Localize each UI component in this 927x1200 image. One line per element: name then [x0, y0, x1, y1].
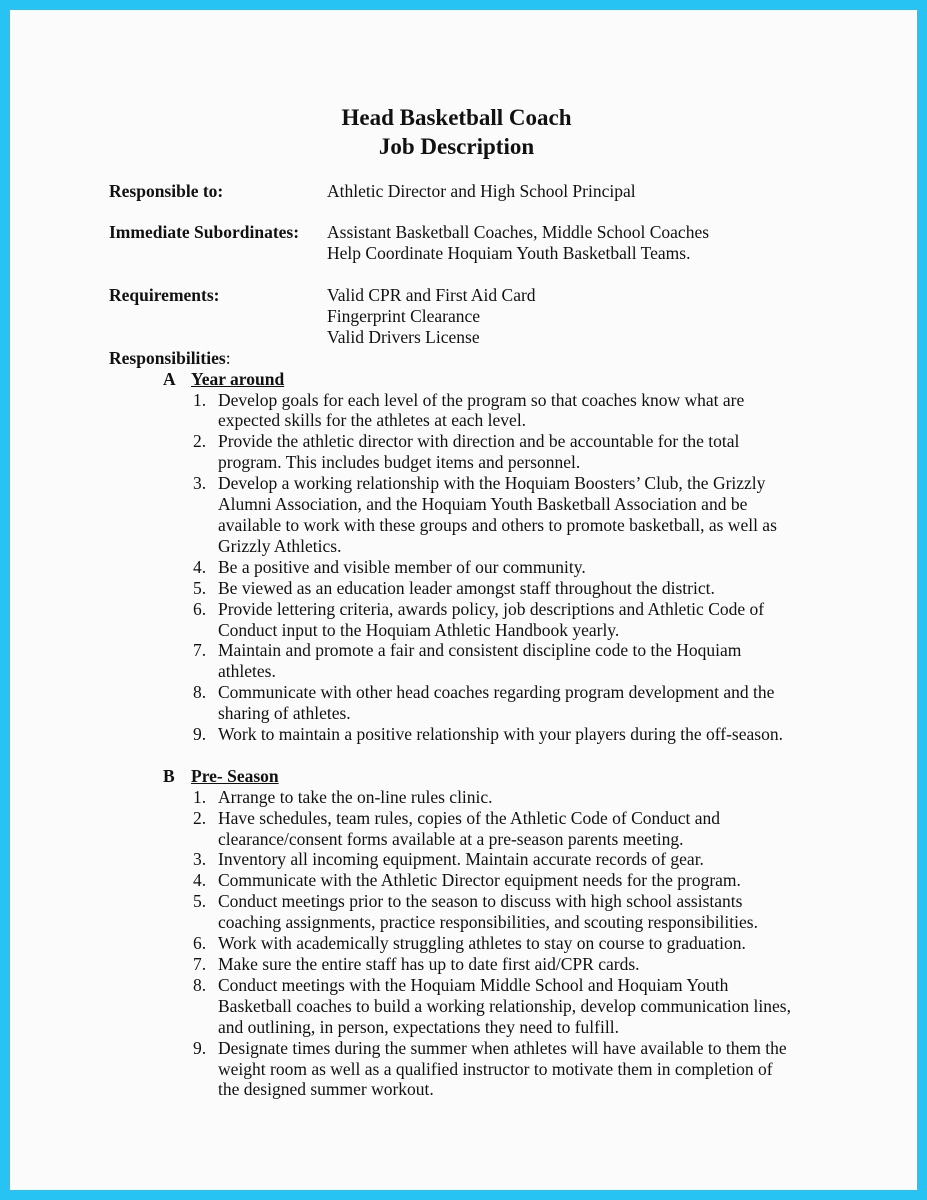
document-page: [10, 10, 917, 1190]
item-number: 3.: [193, 849, 207, 870]
item-text: [218, 891, 758, 933]
item-number: 2.: [193, 431, 207, 452]
item-text-line: Arrange to take the on-line rules clinic.: [218, 786, 493, 807]
item-text: [218, 975, 791, 1038]
title-line-2: Job Description: [378, 134, 535, 159]
header-values: [327, 285, 536, 348]
section-heading: [10, 766, 917, 787]
header-value: Athletic Director and High School Principal: [327, 180, 636, 201]
responsibility-sections: [10, 369, 917, 1101]
item-text: [218, 933, 746, 954]
document-title: [10, 103, 917, 161]
item-number-cell: [10, 682, 218, 724]
list-item: [10, 682, 917, 724]
item-number: 5.: [193, 891, 207, 912]
header-row: [10, 181, 917, 202]
header-label-cell: [10, 181, 327, 202]
item-number-cell: [10, 578, 218, 599]
list-item: [10, 1038, 917, 1101]
item-number: 2.: [193, 807, 207, 828]
item-text: [218, 640, 741, 682]
list-item: [10, 557, 917, 578]
item-text-line: coaching assignments, practice responsibilities, and scouting responsibilities.: [218, 912, 758, 933]
title-line-1: Head Basketball Coach: [341, 105, 572, 130]
item-number-cell: [10, 640, 218, 682]
item-text: [218, 578, 715, 599]
section-name: Pre- Season: [191, 765, 279, 786]
responsibilities-label: Responsibilities: [109, 347, 226, 368]
item-text-line: and outlining, in person, expectations they need to fulfill.: [218, 1016, 619, 1037]
responsibilities-heading: [10, 348, 917, 369]
item-number-cell: [10, 975, 218, 1038]
list-item: [10, 808, 917, 850]
header-label-cell: [10, 222, 327, 264]
item-text-line: Designate times during the summer when athletes will have available to them the: [218, 1037, 787, 1058]
list-item: [10, 849, 917, 870]
item-number: 5.: [193, 577, 207, 598]
list-item: [10, 390, 917, 432]
list-item: [10, 599, 917, 641]
item-text-line: Grizzly Athletics.: [218, 535, 342, 556]
item-text-line: Develop goals for each level of the program so that coaches know what are: [218, 389, 745, 410]
item-number: 1.: [193, 389, 207, 410]
header-value: Help Coordinate Hoquiam Youth Basketball Teams.: [327, 243, 691, 264]
item-number-cell: [10, 954, 218, 975]
item-text: [218, 870, 741, 891]
item-number-cell: [10, 431, 218, 473]
item-text-line: Conduct meetings prior to the season to discuss with high school assistants: [218, 891, 743, 912]
header-label: Immediate Subordinates:: [109, 222, 300, 243]
header-value: Valid Drivers License: [327, 326, 480, 347]
item-number: 3.: [193, 473, 207, 494]
item-text-line: Provide lettering criteria, awards policy, job descriptions and Athletic Code of: [218, 598, 765, 619]
item-text-line: program. This includes budget items and personnel.: [218, 452, 581, 473]
item-text-line: Basketball coaches to build a working relationship, develop communication lines,: [218, 995, 791, 1016]
list-item: [10, 975, 917, 1038]
item-text-line: Work to maintain a positive relationship with your players during the off-season.: [218, 724, 783, 745]
item-text-line: Develop a working relationship with the Hoquiam Boosters’ Club, the Grizzly: [218, 473, 766, 494]
item-text-line: Alumni Association, and the Hoquiam Youth Basketball Association and be: [218, 494, 748, 515]
item-number: 9.: [193, 1037, 207, 1058]
item-text-line: Conduct meetings with the Hoquiam Middle School and Hoquiam Youth: [218, 974, 729, 995]
job-description-document: [10, 103, 917, 1100]
item-text: [218, 390, 744, 432]
list-item: [10, 954, 917, 975]
section-name: Year around: [191, 368, 285, 389]
list-item: [10, 933, 917, 954]
list-item: [10, 640, 917, 682]
item-text-line: Communicate with the Athletic Director equipment needs for the program.: [218, 870, 741, 891]
item-text-line: Work with academically struggling athletes to stay on course to graduation.: [218, 933, 746, 954]
item-text: [218, 682, 774, 724]
item-text-line: Conduct input to the Hoquiam Athletic Handbook yearly.: [218, 619, 620, 640]
item-text-line: Maintain and promote a fair and consistent discipline code to the Hoquiam: [218, 640, 742, 661]
item-number: 8.: [193, 682, 207, 703]
header-values: [327, 181, 636, 202]
item-number: 7.: [193, 640, 207, 661]
item-number-cell: [10, 473, 218, 557]
list-item: [10, 724, 917, 745]
item-text-line: sharing of athletes.: [218, 703, 351, 724]
item-number: 1.: [193, 786, 207, 807]
item-number-cell: [10, 787, 218, 808]
item-text: [218, 808, 720, 850]
section-letter: A: [163, 368, 176, 389]
spacer: [10, 264, 917, 285]
item-text: [218, 431, 739, 473]
header-values: [327, 222, 709, 264]
item-number-cell: [10, 933, 218, 954]
item-text: [218, 557, 586, 578]
item-number: 8.: [193, 974, 207, 995]
item-text: [218, 599, 764, 641]
section-heading: [10, 369, 917, 390]
header-row: [10, 222, 917, 264]
header-row: [10, 285, 917, 348]
item-text: [218, 724, 783, 745]
item-text-line: weight room as well as a qualified instructor to motivate them in completion of: [218, 1058, 773, 1079]
item-number-cell: [10, 724, 218, 745]
item-text-line: expected skills for the athletes at each level.: [218, 410, 527, 431]
header-label: Responsible to:: [109, 180, 224, 201]
item-number: 6.: [193, 933, 207, 954]
item-text-line: Provide the athletic director with direction and be accountable for the total: [218, 431, 740, 452]
item-number-cell: [10, 1038, 218, 1101]
item-number: 9.: [193, 724, 207, 745]
spacer: [10, 201, 917, 222]
item-number: 4.: [193, 556, 207, 577]
list-item: [10, 870, 917, 891]
item-text-line: available to work with these groups and others to promote basketball, as well as: [218, 514, 777, 535]
item-text: [218, 849, 704, 870]
header-value: Valid CPR and First Aid Card: [327, 285, 536, 305]
header-value: Fingerprint Clearance: [327, 305, 481, 326]
item-text: [218, 787, 493, 808]
responsibilities-colon: :: [225, 347, 231, 368]
item-number: 7.: [193, 953, 207, 974]
spacer: [10, 745, 917, 766]
item-text-line: Have schedules, team rules, copies of the Athletic Code of Conduct and: [218, 807, 721, 828]
list-item: [10, 891, 917, 933]
item-number: 4.: [193, 870, 207, 891]
item-text-line: Communicate with other head coaches regarding program development and the: [218, 682, 775, 703]
item-text: [218, 473, 777, 557]
item-text-line: Inventory all incoming equipment. Maintain accurate records of gear.: [218, 849, 704, 870]
header-value: Assistant Basketball Coaches, Middle School Coaches: [327, 222, 710, 243]
item-number-cell: [10, 870, 218, 891]
item-text-line: Be viewed as an education leader amongst staff throughout the district.: [218, 577, 715, 598]
header-label-cell: [10, 285, 327, 348]
item-number-cell: [10, 891, 218, 933]
item-number: 6.: [193, 598, 207, 619]
item-text: [218, 954, 640, 975]
item-number-cell: [10, 557, 218, 578]
item-number-cell: [10, 808, 218, 850]
header-fields: [10, 181, 917, 348]
list-item: [10, 578, 917, 599]
item-text-line: athletes.: [218, 661, 276, 682]
list-item: [10, 431, 917, 473]
item-text-line: Be a positive and visible member of our community.: [218, 556, 586, 577]
item-text-line: the designed summer workout.: [218, 1079, 434, 1100]
item-number-cell: [10, 849, 218, 870]
section-letter: B: [163, 765, 175, 786]
item-text: [218, 1038, 787, 1101]
item-number-cell: [10, 390, 218, 432]
list-item: [10, 473, 917, 557]
header-label: Requirements:: [109, 285, 220, 305]
item-text-line: Make sure the entire staff has up to date first aid/CPR cards.: [218, 953, 640, 974]
item-text-line: clearance/consent forms available at a pre-season parents meeting.: [218, 828, 684, 849]
item-number-cell: [10, 599, 218, 641]
list-item: [10, 787, 917, 808]
